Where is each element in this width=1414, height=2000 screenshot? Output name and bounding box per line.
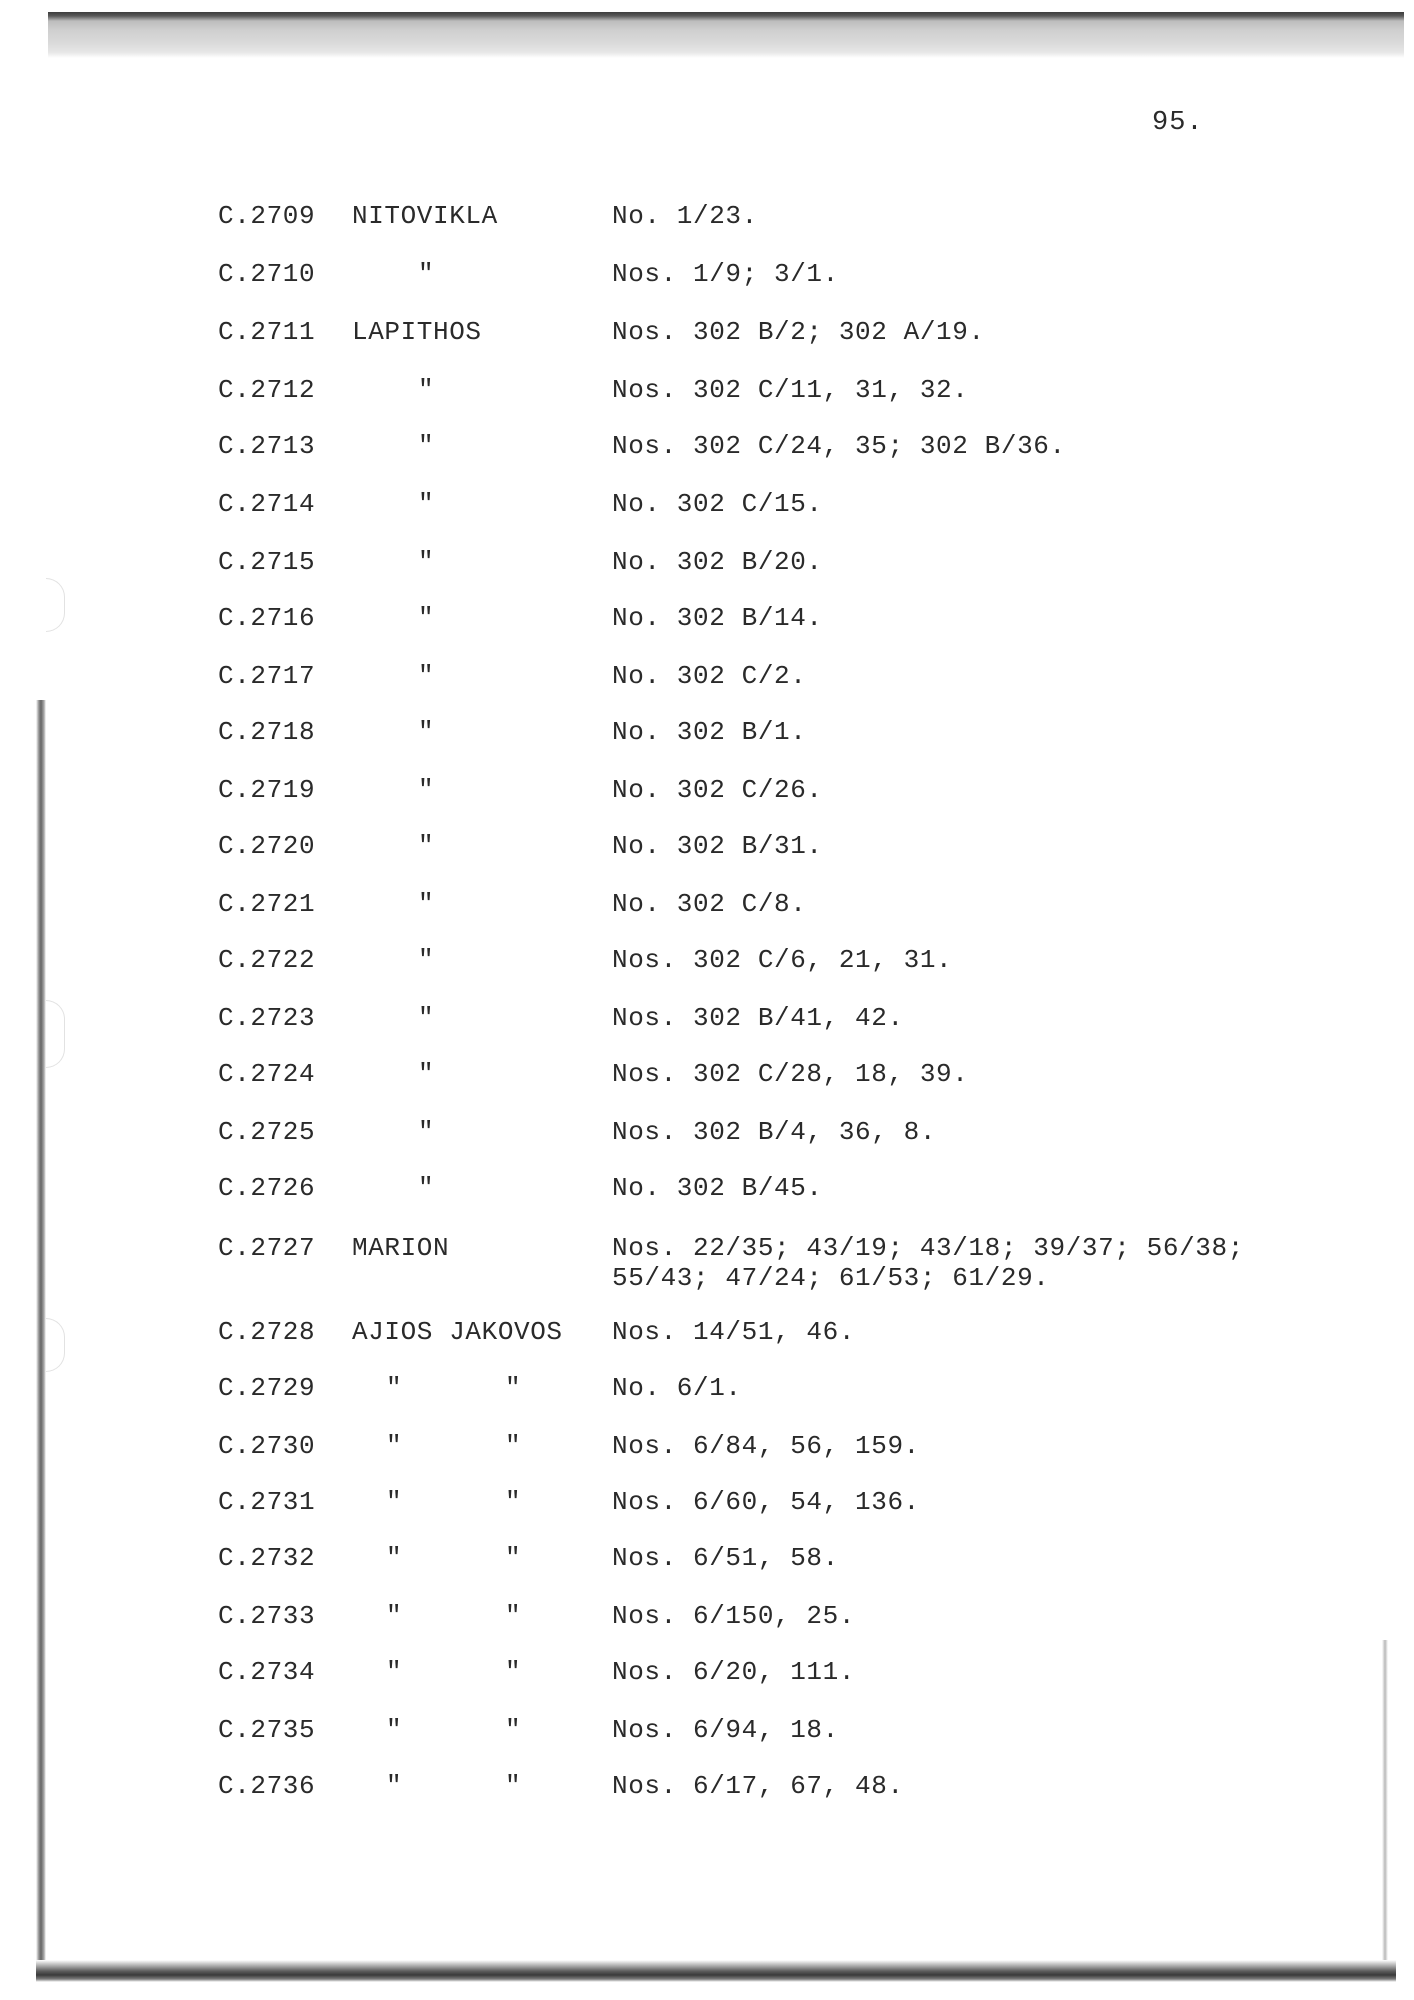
ditto-mark: " (505, 1657, 522, 1687)
inventory-numbers: Nos. 6/60, 54, 136. (612, 1487, 920, 1517)
inventory-numbers: No. 302 B/14. (612, 603, 823, 633)
inventory-numbers: No. 302 C/15. (612, 489, 823, 519)
inventory-numbers: Nos. 6/20, 111. (612, 1657, 856, 1687)
scan-shadow-top (48, 12, 1404, 58)
ditto-mark: " (386, 1657, 403, 1687)
ditto-mark: " (418, 831, 435, 861)
inventory-numbers: No. 302 C/26. (612, 775, 823, 805)
catalogue-number: C.2728 (218, 1317, 316, 1347)
catalogue-number: C.2716 (218, 603, 316, 633)
scan-shadow-left (36, 700, 46, 1960)
site-name: AJIOS JAKOVOS (352, 1317, 563, 1347)
catalogue-number: C.2724 (218, 1059, 316, 1089)
catalogue-number: C.2709 (218, 201, 316, 231)
catalogue-number: C.2712 (218, 375, 316, 405)
ditto-mark: " (386, 1715, 403, 1745)
ditto-mark: " (418, 775, 435, 805)
inventory-numbers: No. 6/1. (612, 1373, 742, 1403)
ditto-mark: " (418, 1117, 435, 1147)
catalogue-number: C.2726 (218, 1173, 316, 1203)
ditto-mark: " (505, 1543, 522, 1573)
punch-hole-mark (46, 578, 65, 632)
ditto-mark: " (386, 1601, 403, 1631)
catalogue-number: C.2731 (218, 1487, 316, 1517)
ditto-mark: " (418, 1173, 435, 1203)
ditto-mark: " (418, 547, 435, 577)
catalogue-number: C.2732 (218, 1543, 316, 1573)
inventory-numbers: No. 302 B/20. (612, 547, 823, 577)
ditto-mark: " (505, 1771, 522, 1801)
ditto-mark: " (418, 1003, 435, 1033)
site-name: MARION (352, 1233, 450, 1263)
ditto-mark: " (386, 1487, 403, 1517)
catalogue-number: C.2717 (218, 661, 316, 691)
ditto-mark: " (386, 1373, 403, 1403)
inventory-numbers: No. 302 B/1. (612, 717, 807, 747)
catalogue-number: C.2713 (218, 431, 316, 461)
inventory-numbers: Nos. 6/84, 56, 159. (612, 1431, 920, 1461)
inventory-numbers: Nos. 302 B/4, 36, 8. (612, 1117, 937, 1147)
inventory-numbers: Nos. 302 C/28, 18, 39. (612, 1059, 969, 1089)
catalogue-number: C.2735 (218, 1715, 316, 1745)
catalogue-number: C.2729 (218, 1373, 316, 1403)
ditto-mark: " (418, 945, 435, 975)
catalogue-number: C.2715 (218, 547, 316, 577)
punch-hole-mark (46, 1318, 65, 1372)
ditto-mark: " (505, 1601, 522, 1631)
ditto-mark: " (505, 1431, 522, 1461)
ditto-mark: " (418, 661, 435, 691)
catalogue-number: C.2722 (218, 945, 316, 975)
inventory-numbers: Nos. 302 B/2; 302 A/19. (612, 317, 985, 347)
punch-hole-mark (46, 1000, 65, 1068)
ditto-mark: " (418, 489, 435, 519)
catalogue-number: C.2719 (218, 775, 316, 805)
catalogue-number: C.2736 (218, 1771, 316, 1801)
inventory-numbers: Nos. 6/17, 67, 48. (612, 1771, 904, 1801)
scan-shadow-right (1382, 1640, 1388, 1970)
catalogue-number: C.2725 (218, 1117, 316, 1147)
inventory-numbers: Nos. 302 C/6, 21, 31. (612, 945, 953, 975)
catalogue-number: C.2710 (218, 259, 316, 289)
catalogue-number: C.2727 (218, 1233, 316, 1263)
catalogue-number: C.2711 (218, 317, 316, 347)
catalogue-number: C.2720 (218, 831, 316, 861)
inventory-numbers: Nos. 14/51, 46. (612, 1317, 856, 1347)
inventory-numbers: No. 1/23. (612, 201, 758, 231)
page-number: 95. (1152, 108, 1204, 138)
ditto-mark: " (505, 1373, 522, 1403)
inventory-numbers: Nos. 302 C/11, 31, 32. (612, 375, 969, 405)
catalogue-number: C.2730 (218, 1431, 316, 1461)
site-name: NITOVIKLA (352, 201, 498, 231)
ditto-mark: " (386, 1431, 403, 1461)
inventory-numbers: No. 302 C/8. (612, 889, 807, 919)
inventory-numbers: Nos. 6/150, 25. (612, 1601, 856, 1631)
ditto-mark: " (418, 259, 435, 289)
ditto-mark: " (418, 889, 435, 919)
inventory-numbers: Nos. 22/35; 43/19; 43/18; 39/37; 56/38; (612, 1233, 1244, 1263)
ditto-mark: " (505, 1715, 522, 1745)
inventory-numbers: Nos. 6/51, 58. (612, 1543, 839, 1573)
ditto-mark: " (418, 375, 435, 405)
ditto-mark: " (505, 1487, 522, 1517)
catalogue-number: C.2718 (218, 717, 316, 747)
scan-shadow-bottom (36, 1960, 1396, 1982)
ditto-mark: " (418, 431, 435, 461)
ditto-mark: " (418, 603, 435, 633)
inventory-numbers: No. 302 B/31. (612, 831, 823, 861)
ditto-mark: " (386, 1771, 403, 1801)
inventory-numbers: No. 302 C/2. (612, 661, 807, 691)
inventory-numbers: Nos. 302 B/41, 42. (612, 1003, 904, 1033)
inventory-numbers: Nos. 6/94, 18. (612, 1715, 839, 1745)
catalogue-number: C.2733 (218, 1601, 316, 1631)
catalogue-number: C.2721 (218, 889, 316, 919)
catalogue-number: C.2734 (218, 1657, 316, 1687)
inventory-numbers: No. 302 B/45. (612, 1173, 823, 1203)
ditto-mark: " (418, 717, 435, 747)
inventory-numbers-continued: 55/43; 47/24; 61/53; 61/29. (612, 1263, 1050, 1293)
site-name: LAPITHOS (352, 317, 482, 347)
inventory-numbers: Nos. 302 C/24, 35; 302 B/36. (612, 431, 1066, 461)
ditto-mark: " (418, 1059, 435, 1089)
catalogue-number: C.2723 (218, 1003, 316, 1033)
inventory-numbers: Nos. 1/9; 3/1. (612, 259, 839, 289)
catalogue-number: C.2714 (218, 489, 316, 519)
ditto-mark: " (386, 1543, 403, 1573)
